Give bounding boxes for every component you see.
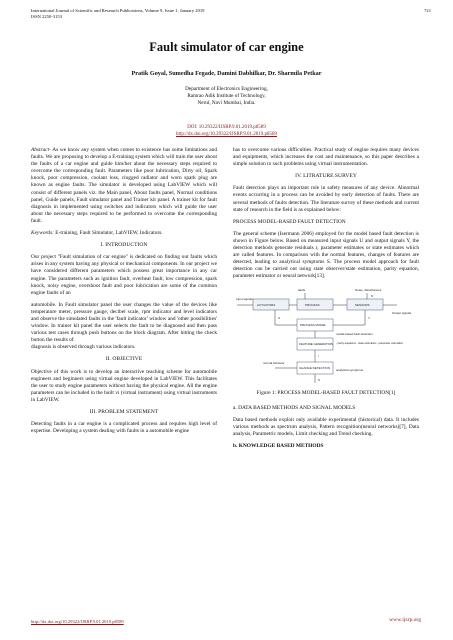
subheading-knowledge-based: b. KNOWLEDGE BASED METHODS xyxy=(233,442,324,449)
problem-paragraph: Detecting faults in a car engine is a complicated process and requires high level of expertise. Developing a system dealing with faults in a automobile engine xyxy=(31,421,217,435)
doi-link[interactable]: http://dx.doi.org/10.29322/IJSRP.9.01.2019.p8589 xyxy=(176,132,277,137)
fig-sensors-text: SENSORS xyxy=(355,302,370,307)
authors: Pratik Goyal, Sumedha Fegade, Damini Dabhilkar, Dr. Sharmila Petkar xyxy=(131,70,322,77)
affiliation xyxy=(0,86,453,108)
block-diagram xyxy=(235,286,419,386)
introduction-paragraph: Our project "Fault simulation of car engine" is dedicated on finding out faults which arises in any system having any physical or mechanical components. In our project we have considered different parameters which possess great importance in any car engine. The parameters such as ignition fault, overheat fault, low compression, spark knock, noisy engine, overshoot fault and poor lubrication are some of the common engine faults of an xyxy=(31,254,217,296)
fig-normal-label: normal behavior xyxy=(263,360,285,365)
doi-block xyxy=(0,124,453,138)
affiliation-line: Ramrao Adik Institute of Technology, xyxy=(187,93,266,100)
left-column xyxy=(31,147,217,440)
data-based-paragraph: Data based methods exploit only available experimental (historical) data. It includes various methods as spectrum analysis, Pattern recognition(neural networks)[7], Data analysis, Parametric models, Limit checking and Trend checking. xyxy=(233,416,419,437)
right-column xyxy=(233,147,419,455)
keywords-text: E-training, Fault Simulator, LabVIEW, Indicators. xyxy=(53,230,163,237)
keywords xyxy=(31,230,217,237)
fig-signal-label: Y xyxy=(368,315,371,320)
fig-symptoms-label: analytical symptoms xyxy=(336,367,364,372)
objective-paragraph: Objective of this work is to develop an interactive teaching scheme for automobile engineers and beginners using virtual engine developed in LabVIEW. This facilitates the user to study engine parameters without having the physical engine. All the engine parameters can be included in the built vi (virtual instrument) using virtual instruments in LabVIEW. xyxy=(31,368,217,403)
fig-process-text: PROCESS xyxy=(305,302,320,307)
fig-input-label: Input signals xyxy=(236,296,253,301)
affiliation-line: Nerul, Navi Mumbai, India. xyxy=(197,100,256,107)
abstract-label: Abstract- xyxy=(31,147,51,153)
section-heading-problem: III. PROBLEM STATEMENT xyxy=(89,409,159,415)
abstract-text: As we know any system when comes to existence has some limitations and faults. We are proposing to develop a E-training system which will train the user about the faults of a car engine and guide him/her about the necessary steps required to overcome the corresponding fault. Parameters like poor lubrication, Dirty oil, Spark knock, poor compression, coolant loss, clogged radiator and worn spark plug are known as engine faults. The simulator is developed using LabVIEW which will consist of different panels viz. the Main panel, About faults panel, Normal conditions panel, Guide panels, Fault simulator panel and Trainer kit panel. A trainer kit for fault diagnosis in implemented using switches and indicators which will guide the user about the necessary steps required to be performed to overcome the corresponding fault. xyxy=(31,147,217,224)
page-number: 721 xyxy=(424,8,431,13)
issn: ISSN 2250-3153 xyxy=(31,14,63,19)
fig-output-label: Output signals xyxy=(392,310,412,315)
fig-faults-label: faults xyxy=(298,287,306,292)
abstract xyxy=(31,147,217,225)
section-heading-literature: IV. LITRATURE SURVEY xyxy=(295,173,357,180)
fig-signal-label: U xyxy=(278,315,281,320)
figure-process-model xyxy=(235,286,419,386)
section-heading-introduction: I. INTRODUCTION xyxy=(100,242,148,249)
process-model-paragraph: The general scheme (Isermann 2006) employed for the model based fault detection is shown in Figure below. Based on measured input signals U and output signals Y, the detection methods generate residuals r, parameter estimates or state estimates which are called features. In comparison with the normal features, changes of features are detected, leading to analytical symptoms S. The process model approach for fault detection can be carried out using state observer/state estimation, parity equation, parameter estimator or neural network[13]. xyxy=(233,230,419,280)
fig-signal-label: N xyxy=(371,293,374,298)
keywords-label: Keywords: xyxy=(31,230,54,237)
fig-mbfd-label: model-based fault detection xyxy=(336,331,373,336)
fig-features-label: - parity equations - state estimation - parameter estimation xyxy=(336,341,404,345)
footer-doi-link[interactable]: http://dx.doi.org/10.29322/IJSRP.9.01.2019.p8589 xyxy=(31,619,124,624)
introduction-paragraph: automobile. In Fault simulator panel the user changes the value of the devices like temperature meter, pressure gauge, decibel scale, rpm indicator and level indicators and observe the simulated faults in the 'fault indicator' window and 'other possibilities' window. In trainer kit panel the user selects the fault to be diagnosed and then pass various test cases through push buttons on the block diagram. After hitting the check button the results of xyxy=(31,301,217,344)
fig-noise-label: Noise, disturbances xyxy=(355,287,382,292)
continued-paragraph: has to overcome various difficulties. Practical study of engine requires many devices and equipments, which increases the cost and maintenance, so this paper describes a simple solution to such problems using virtual instrumentation. xyxy=(233,147,419,168)
fig-feature-generation-text: FEATURE GENERATION xyxy=(299,341,334,346)
fig-actuators-text: ACTUATORS xyxy=(257,302,276,307)
doi-text: DOI: 10.29322/IJSRP.9.01.2019.p8589 xyxy=(187,125,266,130)
paper-title: Fault simulator of car engine xyxy=(149,40,304,54)
page-header xyxy=(31,8,431,20)
fig-signal-label: r xyxy=(318,353,319,358)
subheading-process-model: PROCESS MODEL-BASED FAULT DETECTION xyxy=(233,218,346,225)
fig-process-model-text: PROCESS MODEL xyxy=(300,322,327,327)
footer-site-link[interactable]: www.ijsrp.org xyxy=(389,617,421,623)
fig-signal-label: S xyxy=(318,377,321,382)
subheading-data-based: a. DATA BASED METHODS AND SIGNAL MODELS xyxy=(233,404,356,411)
fig-change-detection-text: CHANGE DETECTION xyxy=(299,365,331,370)
affiliation-line: Department of Electronics Engineering, xyxy=(185,86,268,92)
literature-paragraph: Fault detection plays an important role in safety measures of any device. Abnormal events occurring in a process can be avoided by early detection of faults. There are several methods of faults detection. The literature survey of these methods and current state of research in the field is as explained below: xyxy=(233,185,419,213)
section-heading-objective: II. OBJECTIVE xyxy=(105,356,143,363)
figure-caption: Figure 1: PROCESS MODEL-BASED FAULT DETECTION[1] xyxy=(256,389,396,396)
introduction-paragraph: diagnosis is observed through various indicators. xyxy=(31,344,136,351)
journal-name: International Journal of Scientific and Research Publications, Volume 9, Issue 1, January 2019 xyxy=(31,8,205,13)
